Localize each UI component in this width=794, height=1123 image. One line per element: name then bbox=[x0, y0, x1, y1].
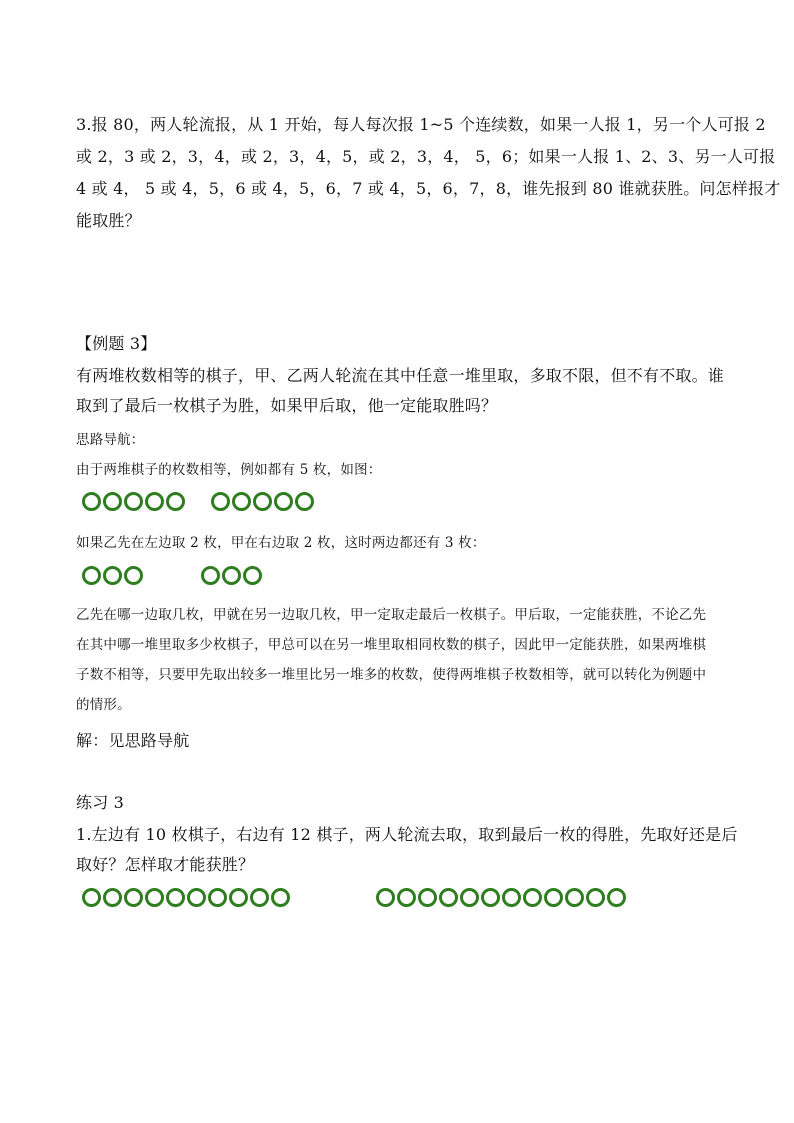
problem3-line1: 3.报 80，两人轮流报，从 1 开始，每人每次报 1~5 个连续数，如果一人报 1，另一个人可报 2 bbox=[76, 115, 766, 134]
stone-circle bbox=[253, 492, 272, 511]
example3-header: 【例题 3】 bbox=[76, 334, 157, 353]
stone-circle bbox=[274, 492, 293, 511]
stone-circle bbox=[82, 888, 101, 907]
explanation-line3: 子数不相等，只要甲先取出较多一堆里比另一堆多的枚数，使得两堆棋子枚数相等，就可以转化为例题中 bbox=[76, 667, 707, 683]
practice3-header: 练习 3 bbox=[76, 793, 125, 812]
stone-circle bbox=[201, 566, 220, 585]
stone-circle bbox=[460, 888, 479, 907]
practice3-question-line2: 取好？怎样取才能获胜？ bbox=[76, 855, 255, 874]
stone-circle bbox=[439, 888, 458, 907]
stone-circle bbox=[295, 492, 314, 511]
explanation-line1: 乙先在哪一边取几枚，甲就在另一边取几枚，甲一定取走最后一枚棋子。甲后取，一定能获胜，不论乙先 bbox=[76, 607, 707, 623]
explanation-line2: 在其中哪一堆里取多少枚棋子，甲总可以在另一堆里取相同枚数的棋子，因此甲一定能获胜，如果两堆棋 bbox=[76, 637, 707, 653]
stone-circle bbox=[124, 492, 143, 511]
explanation-line4: 的情形。 bbox=[76, 697, 131, 713]
stone-circle bbox=[544, 888, 563, 907]
pile-a-stones bbox=[82, 492, 185, 511]
example3-answer: 解：见思路导航 bbox=[76, 731, 190, 750]
pile-left-stones bbox=[82, 888, 290, 907]
hint-line2: 如果乙先在左边取 2 枚，甲在右边取 2 枚，这时两边都还有 3 枚： bbox=[76, 535, 486, 551]
stone-circle bbox=[502, 888, 521, 907]
stone-circle bbox=[82, 566, 101, 585]
hint-line1: 由于两堆棋子的枚数相等，例如都有 5 枚，如图： bbox=[76, 462, 382, 478]
problem3-line3: 4 或 4， 5 或 4，5，6 或 4，5，6，7 或 4，5，6，7，8，谁先报到 80 谁就获胜。问怎样报才 bbox=[76, 179, 781, 198]
problem3-line2: 或 2，3 或 2，3，4，或 2，3，4，5，或 2，3，4， 5，6；如果一人报 1、2、3、另一人可报 bbox=[76, 147, 776, 166]
pile-right-stones bbox=[376, 888, 626, 907]
pile-d-stones bbox=[201, 566, 262, 585]
example3-question-line1: 有两堆枚数相等的棋子，甲、乙两人轮流在其中任意一堆里取，多取不限，但不有不取。谁 bbox=[76, 366, 725, 385]
stone-circle bbox=[376, 888, 395, 907]
stone-circle bbox=[166, 888, 185, 907]
stone-circle bbox=[586, 888, 605, 907]
stone-circle bbox=[229, 888, 248, 907]
pile-b-stones bbox=[211, 492, 314, 511]
stone-circle bbox=[523, 888, 542, 907]
stone-circle bbox=[211, 492, 230, 511]
stone-circle bbox=[481, 888, 500, 907]
stone-circle bbox=[250, 888, 269, 907]
stone-circle bbox=[243, 566, 262, 585]
stone-circle bbox=[103, 888, 122, 907]
pile-c-stones bbox=[82, 566, 143, 585]
example3-question-line2: 取到了最后一枚棋子为胜，如果甲后取，他一定能取胜吗？ bbox=[76, 396, 498, 415]
stone-circle bbox=[222, 566, 241, 585]
stone-circle bbox=[124, 888, 143, 907]
stone-circle bbox=[418, 888, 437, 907]
stone-circle bbox=[232, 492, 251, 511]
stone-circle bbox=[565, 888, 584, 907]
stone-circle bbox=[166, 492, 185, 511]
stone-circle bbox=[82, 492, 101, 511]
practice3-question-line1: 1.左边有 10 枚棋子，右边有 12 棋子，两人轮流去取，取到最后一枚的得胜，先取好还是后 bbox=[76, 825, 738, 844]
stone-circle bbox=[187, 888, 206, 907]
stone-circle bbox=[103, 492, 122, 511]
stone-circle bbox=[607, 888, 626, 907]
problem3-line4: 能取胜？ bbox=[76, 211, 141, 230]
stone-circle bbox=[208, 888, 227, 907]
stone-circle bbox=[145, 888, 164, 907]
hint-label: 思路导航： bbox=[76, 432, 145, 448]
stone-circle bbox=[124, 566, 143, 585]
stone-circle bbox=[397, 888, 416, 907]
stone-circle bbox=[145, 492, 164, 511]
stone-circle bbox=[271, 888, 290, 907]
stone-circle bbox=[103, 566, 122, 585]
